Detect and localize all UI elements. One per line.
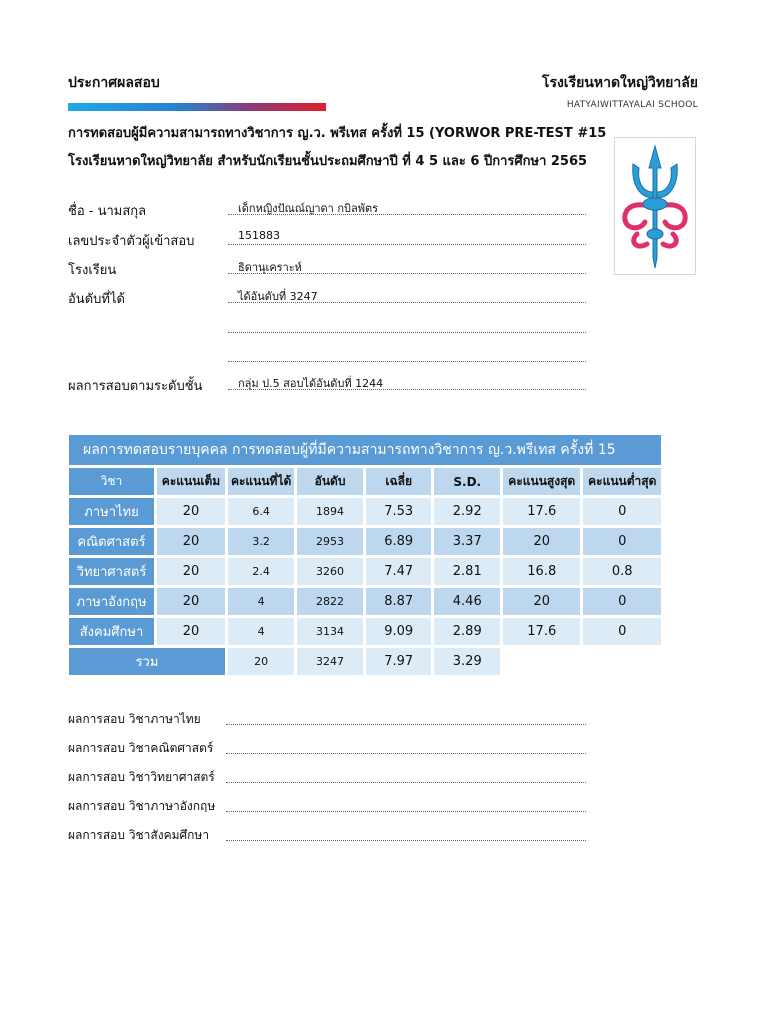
table-row xyxy=(69,528,661,555)
col-header: คะแนนต่ำสุด xyxy=(583,468,661,495)
subject-result-line xyxy=(226,739,586,754)
mean-cell: 7.53 xyxy=(366,498,432,525)
subject-cell: คณิตศาสตร์ xyxy=(69,528,154,555)
min-cell: 0 xyxy=(583,618,661,645)
sd-cell: 2.92 xyxy=(434,498,500,525)
subject-result-line xyxy=(226,797,586,812)
score-cell: 4 xyxy=(228,588,294,615)
subject-cell: วิทยาศาสตร์ xyxy=(69,558,154,585)
blank-line-1 xyxy=(228,316,586,333)
empty-cell xyxy=(583,648,661,675)
school-value: ธิดานุเคราะห์ xyxy=(238,261,302,274)
rank-cell: 2953 xyxy=(297,528,363,555)
total-sd-cell: 3.29 xyxy=(434,648,500,675)
max-cell: 17.6 xyxy=(503,498,580,525)
full-score-cell: 20 xyxy=(157,588,225,615)
max-cell: 17.6 xyxy=(503,618,580,645)
full-score-cell: 20 xyxy=(157,498,225,525)
table-caption: ผลการทดสอบรายบุคคล การทดสอบผู้ที่มีความสามารถทางวิชาการ ญ.ว.พรีเทส ครั้งที่ 15 xyxy=(69,435,661,465)
exam-id-label: เลขประจำตัวผู้เข้าสอบ xyxy=(68,234,195,249)
subject-result-line xyxy=(226,710,586,725)
subject-result-line xyxy=(226,768,586,783)
sd-cell: 4.46 xyxy=(434,588,500,615)
empty-cell xyxy=(503,648,580,675)
subject-result-label: ผลการสอบ วิชาสังคมศึกษา xyxy=(68,828,210,842)
col-header: เฉลี่ย xyxy=(366,468,432,495)
rank-cell: 3134 xyxy=(297,618,363,645)
rank-value: ได้อันดับที่ 3247 xyxy=(238,290,318,303)
level-result-value: กลุ่ม ป.5 สอบได้อันดับที่ 1244 xyxy=(238,377,384,390)
table-row xyxy=(69,618,661,645)
announcement-title: ประกาศผลสอบ xyxy=(68,75,160,91)
table-header-row xyxy=(69,468,661,495)
col-header: วิชา xyxy=(69,468,154,495)
school-name-en: HATYAIWITTAYALAI SCHOOL xyxy=(566,100,698,110)
mean-cell: 7.47 xyxy=(366,558,432,585)
sd-cell: 2.89 xyxy=(434,618,500,645)
level-result-label: ผลการสอบตามระดับชั้น xyxy=(68,379,203,394)
rank-cell: 1894 xyxy=(297,498,363,525)
rank-cell: 2822 xyxy=(297,588,363,615)
rank-cell: 3260 xyxy=(297,558,363,585)
col-header: คะแนนเต็ม xyxy=(157,468,225,495)
score-cell: 3.2 xyxy=(228,528,294,555)
col-header: อันดับ xyxy=(297,468,363,495)
max-cell: 16.8 xyxy=(503,558,580,585)
subject-result-label: ผลการสอบ วิชาภาษาไทย xyxy=(68,712,201,726)
results-table xyxy=(66,432,664,678)
col-header: คะแนนสูงสุด xyxy=(503,468,580,495)
table-row xyxy=(69,498,661,525)
min-cell: 0.8 xyxy=(583,558,661,585)
col-header: S.D. xyxy=(434,468,500,495)
blank-line-2 xyxy=(228,345,586,362)
mean-cell: 8.87 xyxy=(366,588,432,615)
subject-result-label: ผลการสอบ วิชาภาษาอังกฤษ xyxy=(68,799,216,813)
subject-result-line xyxy=(226,826,586,841)
table-total-row xyxy=(69,648,661,675)
sd-cell: 3.37 xyxy=(434,528,500,555)
mean-cell: 6.89 xyxy=(366,528,432,555)
subject-result-label: ผลการสอบ วิชาคณิตศาสตร์ xyxy=(68,741,214,755)
name-label: ชื่อ - นามสกุล xyxy=(68,204,147,219)
subject-cell: สังคมศึกษา xyxy=(69,618,154,645)
exam-id-line xyxy=(228,228,586,245)
table-row xyxy=(69,588,661,615)
school-label: โรงเรียน xyxy=(68,263,117,278)
exam-id-value: 151883 xyxy=(238,229,280,242)
score-cell: 4 xyxy=(228,618,294,645)
exam-title-line2: โรงเรียนหาดใหญ่วิทยาลัย สำหรับนักเรียนชั้นประถมศึกษาปี ที่ 4 5 และ 6 ปีการศึกษา 2565 xyxy=(68,154,588,169)
col-header: คะแนนที่ได้ xyxy=(228,468,294,495)
sd-cell: 2.81 xyxy=(434,558,500,585)
total-rank-cell: 3247 xyxy=(297,648,363,675)
total-score-cell: 20 xyxy=(228,648,294,675)
max-cell: 20 xyxy=(503,528,580,555)
total-label: รวม xyxy=(69,648,225,675)
mean-cell: 9.09 xyxy=(366,618,432,645)
exam-title-line1: การทดสอบผู้มีความสามารถทางวิชาการ ญ.ว. พรีเทส ครั้งที่ 15 (YORWOR PRE-TEST #15 xyxy=(68,126,607,141)
header-gradient-bar xyxy=(68,103,326,111)
min-cell: 0 xyxy=(583,588,661,615)
subject-cell: ภาษาอังกฤษ xyxy=(69,588,154,615)
subject-cell: ภาษาไทย xyxy=(69,498,154,525)
school-name: โรงเรียนหาดใหญ่วิทยาลัย xyxy=(541,75,698,91)
rank-label: อันดับที่ได้ xyxy=(68,292,125,307)
school-logo xyxy=(614,137,696,275)
trident-emblem-icon xyxy=(615,138,695,274)
total-mean-cell: 7.97 xyxy=(366,648,432,675)
max-cell: 20 xyxy=(503,588,580,615)
full-score-cell: 20 xyxy=(157,528,225,555)
score-cell: 2.4 xyxy=(228,558,294,585)
full-score-cell: 20 xyxy=(157,618,225,645)
min-cell: 0 xyxy=(583,528,661,555)
full-score-cell: 20 xyxy=(157,558,225,585)
name-value: เด็กหญิงปัณณ์ญาดา กบิลพัตร xyxy=(238,202,379,215)
score-cell: 6.4 xyxy=(228,498,294,525)
subject-result-label: ผลการสอบ วิชาวิทยาศาสตร์ xyxy=(68,770,215,784)
min-cell: 0 xyxy=(583,498,661,525)
table-row xyxy=(69,558,661,585)
